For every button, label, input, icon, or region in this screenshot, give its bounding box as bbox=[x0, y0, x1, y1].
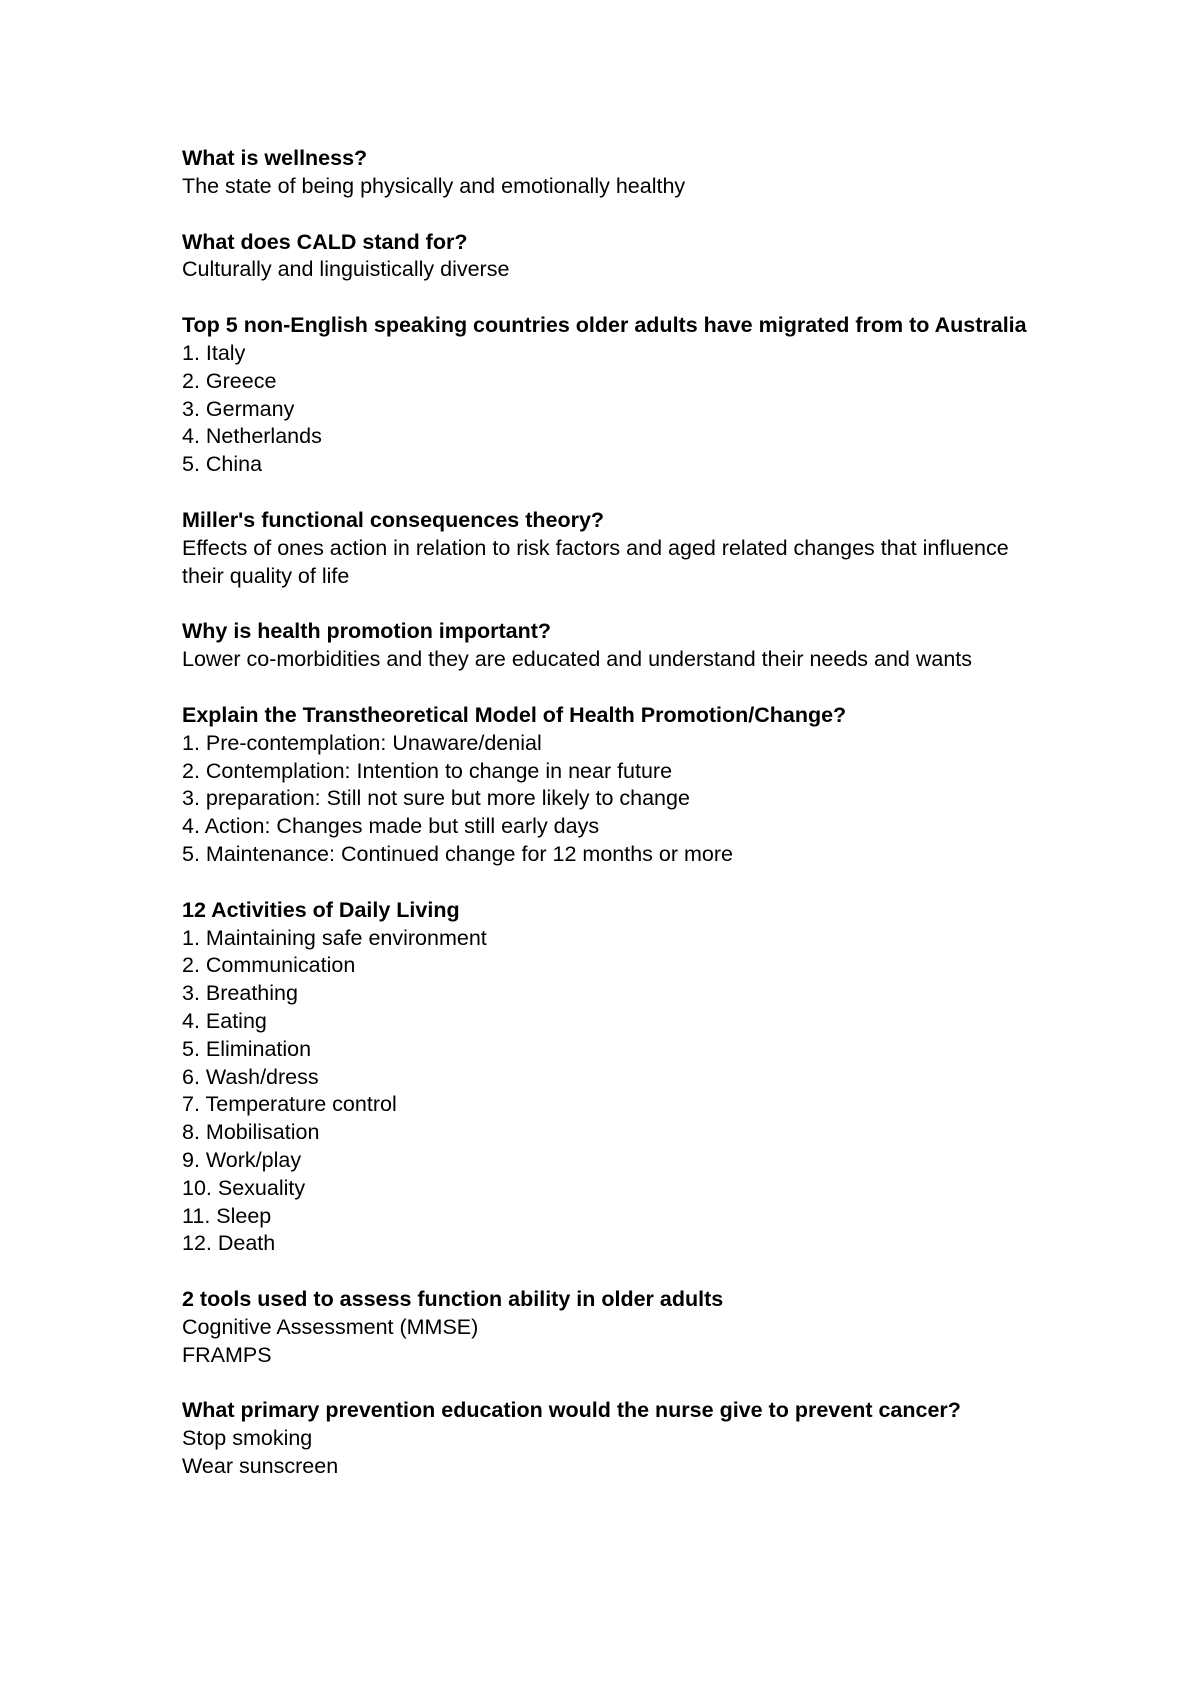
answer-line: The state of being physically and emotionally healthy bbox=[182, 173, 686, 198]
answer-line: Stop smoking bbox=[182, 1426, 313, 1451]
answer-list bbox=[182, 1425, 1042, 1481]
answer-line: 1. Italy bbox=[182, 340, 246, 365]
answer-line: 2. Communication bbox=[182, 953, 356, 978]
qa-cancer-prevention bbox=[182, 1397, 1042, 1480]
answer-list bbox=[182, 256, 1042, 284]
question-heading: Top 5 non-English speaking countries older adults have migrated from to Australia bbox=[182, 313, 1027, 338]
answer-list bbox=[182, 340, 1042, 479]
answer-line: 8. Mobilisation bbox=[182, 1120, 320, 1145]
answer-line: 2. Greece bbox=[182, 368, 277, 393]
qa-health-promotion bbox=[182, 618, 1042, 674]
qa-wellness bbox=[182, 145, 1042, 201]
answer-line: 11. Sleep bbox=[182, 1203, 272, 1228]
answer-line: 9. Work/play bbox=[182, 1147, 302, 1172]
answer-list bbox=[182, 535, 1042, 591]
answer-line: 1. Maintaining safe environment bbox=[182, 925, 487, 950]
answer-line: FRAMPS bbox=[182, 1342, 272, 1367]
answer-line: 4. Eating bbox=[182, 1008, 267, 1033]
answer-line: Cognitive Assessment (MMSE) bbox=[182, 1314, 479, 1339]
answer-list bbox=[182, 646, 1042, 674]
answer-line: 12. Death bbox=[182, 1231, 276, 1256]
answer-line: 7. Temperature control bbox=[182, 1092, 397, 1117]
answer-line: Effects of ones action in relation to risk factors and aged related changes that influence their quality of life bbox=[182, 535, 1009, 588]
answer-line: Lower co-morbidities and they are educated and understand their needs and wants bbox=[182, 647, 973, 672]
answer-line: 5. China bbox=[182, 452, 263, 477]
question-heading: 12 Activities of Daily Living bbox=[182, 897, 460, 922]
qa-countries bbox=[182, 312, 1042, 479]
answer-line: 2. Contemplation: Intention to change in near future bbox=[182, 758, 673, 783]
answer-line: Wear sunscreen bbox=[182, 1454, 339, 1479]
answer-list bbox=[182, 925, 1042, 1259]
question-heading: What is wellness? bbox=[182, 146, 368, 170]
answer-line: 4. Netherlands bbox=[182, 424, 322, 449]
qa-assessment-tools bbox=[182, 1286, 1042, 1369]
answer-line: 6. Wash/dress bbox=[182, 1064, 319, 1089]
answer-line: 1. Pre-contemplation: Unaware/denial bbox=[182, 730, 542, 755]
question-heading: Why is health promotion important? bbox=[182, 619, 552, 644]
answer-line: 3. preparation: Still not sure but more likely to change bbox=[182, 786, 690, 811]
question-heading: What does CALD stand for? bbox=[182, 229, 468, 254]
answer-line: 5. Maintenance: Continued change for 12 months or more bbox=[182, 841, 733, 866]
answer-line: 3. Germany bbox=[182, 396, 295, 421]
qa-cald bbox=[182, 229, 1042, 285]
answer-line: 10. Sexuality bbox=[182, 1175, 306, 1200]
document-page bbox=[182, 145, 1042, 1509]
answer-line: 5. Elimination bbox=[182, 1036, 312, 1061]
answer-list bbox=[182, 173, 1042, 201]
question-heading: What primary prevention education would the nurse give to prevent cancer? bbox=[182, 1398, 961, 1423]
question-heading: 2 tools used to assess function ability in older adults bbox=[182, 1287, 724, 1312]
question-heading: Explain the Transtheoretical Model of Health Promotion/Change? bbox=[182, 702, 847, 727]
answer-line: 3. Breathing bbox=[182, 981, 298, 1006]
qa-daily-living bbox=[182, 897, 1042, 1258]
answer-line: Culturally and linguistically diverse bbox=[182, 257, 510, 282]
qa-transtheoretical-model bbox=[182, 702, 1042, 869]
answer-line: 4. Action: Changes made but still early days bbox=[182, 814, 600, 839]
answer-list bbox=[182, 1314, 1042, 1370]
qa-miller-theory bbox=[182, 507, 1042, 590]
question-heading: Miller's functional consequences theory? bbox=[182, 507, 605, 532]
answer-list bbox=[182, 730, 1042, 869]
